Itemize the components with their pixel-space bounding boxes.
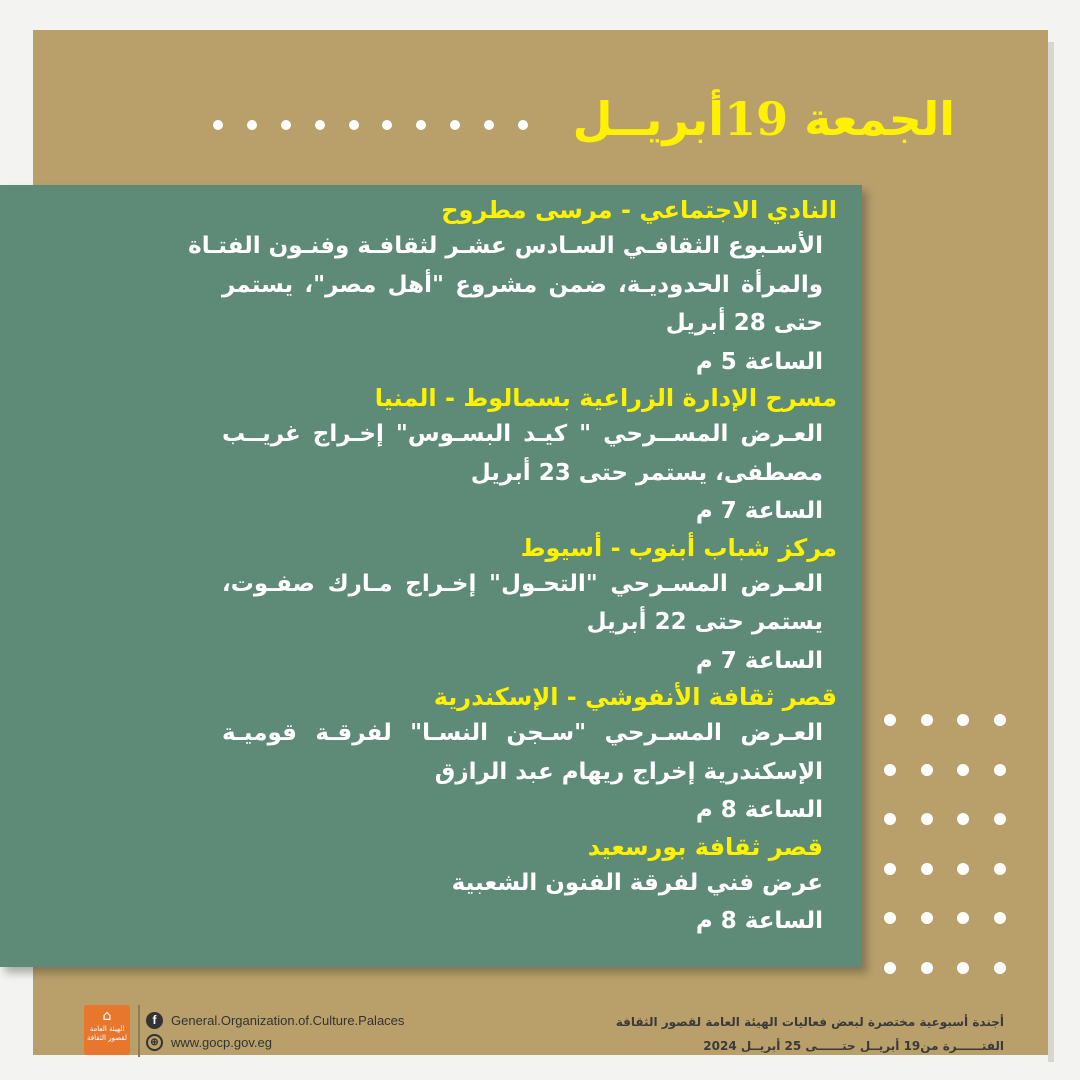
period-line: الفتــــــرة من19 أبريــل حتــــــى 25 أبريــل 2024 [703,1039,1004,1053]
dot [994,863,1006,875]
event-description: والمرأة الحدوديـة، ضمن مشروع "أهل مصر"، يستمر [222,271,823,298]
agenda-line: أجندة أسبوعية مختصرة لبعض فعاليات الهيئة العامة لقصور الثقافة [615,1015,1004,1029]
dot [921,912,933,924]
panel-shadow [1048,42,1054,1062]
event-description: الأسـبوع الثقافـي السـادس عشـر لثقافـة وفنـون الفتـاة [188,233,823,259]
dot [921,813,933,825]
decorative-dots-grid [884,714,1006,964]
dot [450,120,460,130]
dot [349,120,359,130]
event-time: الساعة 8 م [695,797,823,823]
dot [382,120,392,130]
dot [247,120,257,130]
dot [957,863,969,875]
dot [315,120,325,130]
dot [921,962,933,974]
dot [884,764,896,776]
dot [957,813,969,825]
website-text: www.gocp.gov.eg [171,1035,272,1051]
dot [957,962,969,974]
dot [957,764,969,776]
dot [884,863,896,875]
dot [213,120,223,130]
dot [921,764,933,776]
event-dates: حتى 28 أبريل [665,310,823,336]
dot [921,863,933,875]
dot [957,714,969,726]
facebook-text: General.Organization.of.Culture.Palaces [171,1013,405,1029]
venue-title: مركز شباب أبنوب - أسيوط [520,533,837,562]
day-number: 19 [724,92,789,146]
event-description: الإسكندرية إخراج ريهام عبد الرازق [434,758,823,785]
decorative-dots-row [213,120,528,132]
dot [884,714,896,726]
events-list [188,193,837,941]
facebook-icon: f [146,1012,163,1029]
event-time: الساعة 7 م [695,498,823,524]
day-name: الجمعة [804,92,955,146]
dot [994,813,1006,825]
dot [281,120,291,130]
venue-title: مسرح الإدارة الزراعية بسمالوط - المنيا [374,384,837,412]
event-dates: مصطفى، يستمر حتى 23 أبريل [470,459,823,486]
dot [994,764,1006,776]
venue-title: قصر ثقافة الأنفوشي - الإسكندرية [433,683,837,711]
event-time: الساعة 7 م [695,647,823,674]
dot [994,962,1006,974]
facebook-contact[interactable] [146,1012,404,1029]
venue-title: النادي الاجتماعي - مرسى مطروح [441,196,837,224]
website-contact[interactable] [146,1034,272,1051]
dot [884,813,896,825]
dot [957,912,969,924]
dot [484,120,494,130]
globe-icon: ⊕ [146,1034,163,1051]
footer-info [616,1010,1004,1058]
event-description: العـرض المســرحي " كيـد البسـوس" إخـراج غريــب [222,421,823,447]
dot [921,714,933,726]
dot [884,962,896,974]
dot [416,120,426,130]
event-dates: يستمر حتى 22 أبريل [586,609,823,635]
event-time: الساعة 8 م [695,908,823,934]
organization-logo [84,1005,130,1055]
footer-divider [138,1005,140,1057]
day-title [573,92,955,146]
dot [518,120,528,130]
logo-text: الهيئة العامة لقصور الثقافة [87,1025,127,1042]
venue-title: قصر ثقافة بورسعيد [587,832,823,861]
logo-mark-icon: ⌂ [102,1008,112,1024]
dot [884,912,896,924]
event-time: الساعة 5 م [695,348,823,375]
event-description: عرض فني لفرقة الفنون الشعبية [451,869,823,896]
dot [994,912,1006,924]
event-description: العـرض المسـرحي "سـجن النسـا" لفرقـة قوميـة [222,720,823,746]
dot [994,714,1006,726]
event-description: العـرض المسـرحي "التحـول" إخـراج مـارك صفـوت، [222,570,823,597]
month-name: أبريــل [572,92,725,146]
